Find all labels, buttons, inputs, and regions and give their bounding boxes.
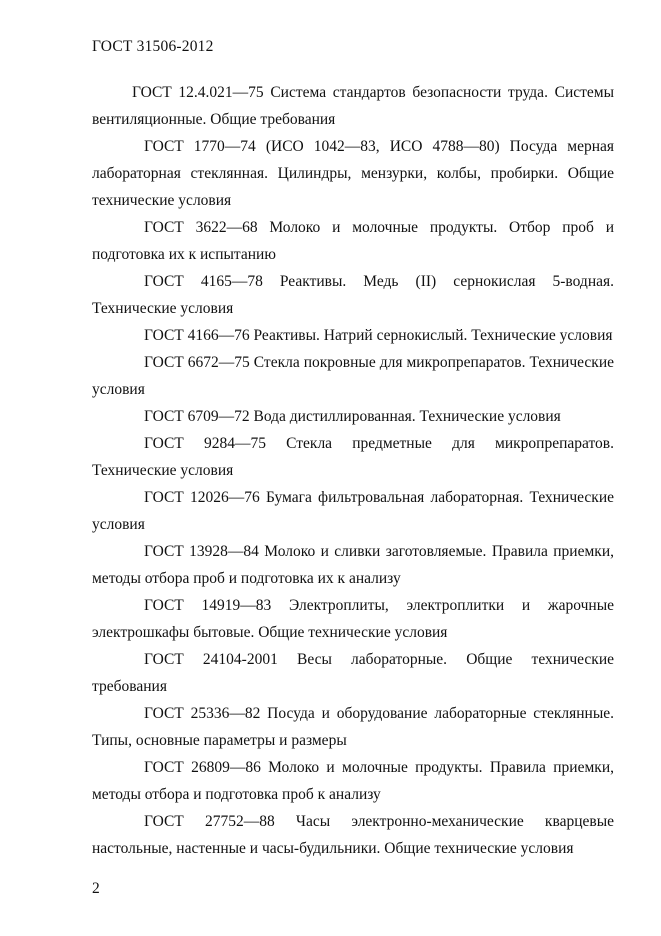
reference-item: ГОСТ 12.4.021—75 Система стандартов безопасности труда. Системы вентиляционные. Общие требования	[92, 84, 614, 128]
reference-item: ГОСТ 27752—88 Часы электронно-механические кварцевые настольные, настенные и часы-будильники. Общие технические условия	[92, 813, 614, 857]
reference-item: ГОСТ 6672—75 Стекла покровные для микропрепаратов. Технические условия	[92, 354, 614, 398]
reference-item: ГОСТ 13928—84 Молоко и сливки заготовляемые. Правила приемки, методы отбора проб и подготовка их к анализу	[92, 543, 614, 587]
reference-item: ГОСТ 26809—86 Молоко и молочные продукты. Правила приемки, методы отбора и подготовка проб к анализу	[92, 759, 614, 803]
normative-references-list	[92, 79, 614, 862]
reference-item: ГОСТ 24104-2001 Весы лабораторные. Общие технические требования	[92, 651, 614, 695]
reference-item: ГОСТ 14919—83 Электроплиты, электроплитки и жарочные электрошкафы бытовые. Общие технические условия	[92, 597, 614, 641]
reference-item: ГОСТ 1770—74 (ИСО 1042—83, ИСО 4788—80) Посуда мерная лабораторная стеклянная. Цилиндры, мензурки, колбы, пробирки. Общие технические условия	[92, 138, 614, 209]
document-header: ГОСТ 31506-2012	[92, 38, 214, 55]
reference-item: ГОСТ 6709—72 Вода дистиллированная. Технические условия	[144, 408, 561, 425]
reference-item: ГОСТ 3622—68 Молоко и молочные продукты. Отбор проб и подготовка их к испытанию	[92, 219, 614, 263]
page-number: 2	[92, 880, 100, 897]
reference-item: ГОСТ 4165—78 Реактивы. Медь (II) сернокислая 5-водная. Технические условия	[92, 273, 614, 317]
reference-item: ГОСТ 12026—76 Бумага фильтровальная лабораторная. Технические условия	[92, 489, 614, 533]
reference-item: ГОСТ 9284—75 Стекла предметные для микропрепаратов. Технические условия	[92, 435, 614, 479]
reference-item: ГОСТ 25336—82 Посуда и оборудование лабораторные стеклянные. Типы, основные параметры и размеры	[92, 705, 614, 749]
reference-item: ГОСТ 4166—76 Реактивы. Натрий сернокислый. Технические условия	[144, 327, 613, 344]
